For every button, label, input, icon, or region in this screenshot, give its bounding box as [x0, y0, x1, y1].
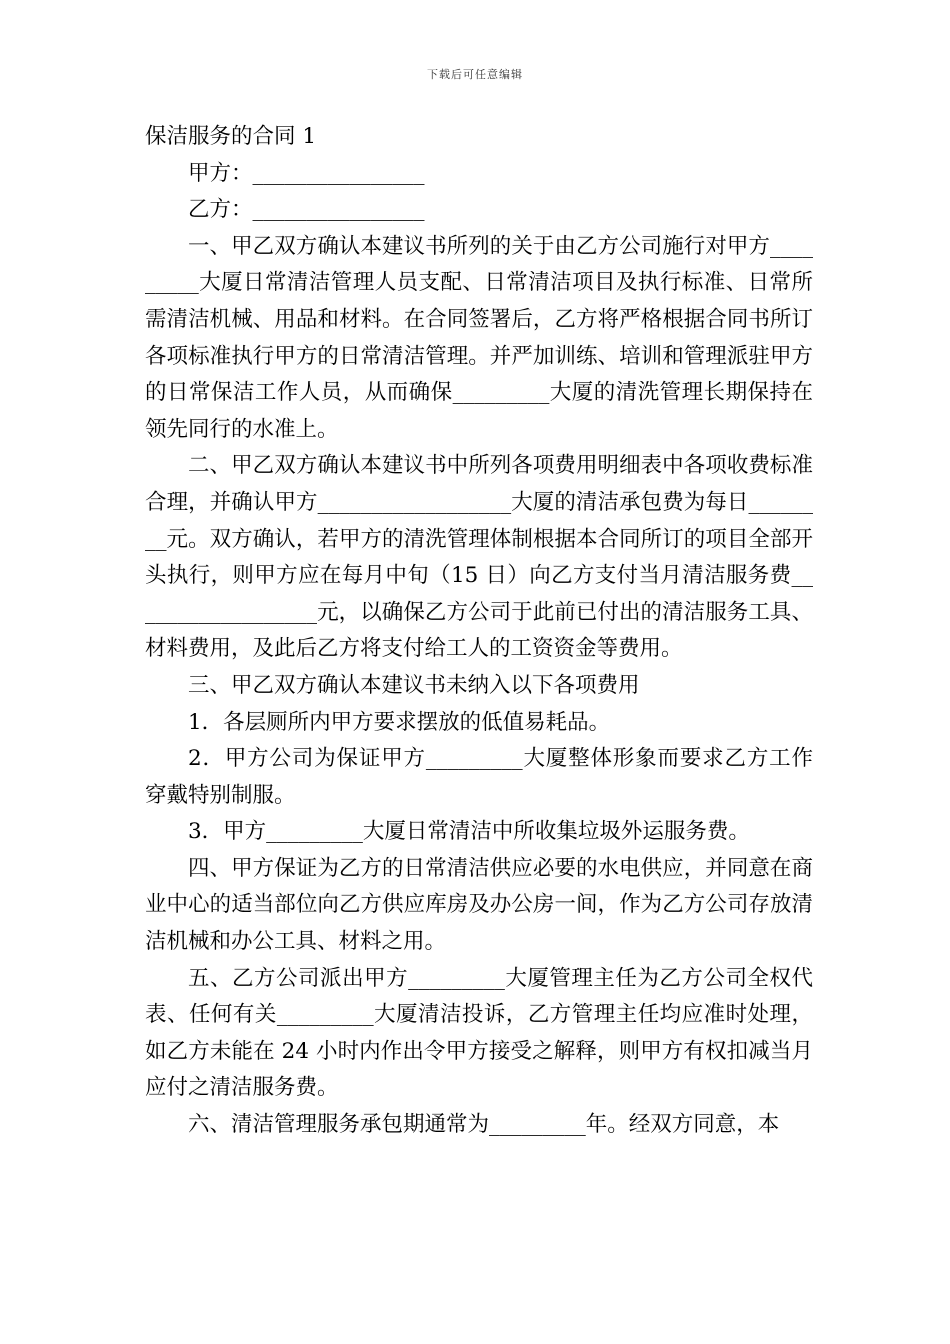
clause-3-item-2: 2．甲方公司为保证甲方_________大厦整体形象而要求乙方工作穿戴特别制服。	[145, 746, 813, 808]
clause-6: 六、清洁管理服务承包期通常为_________年。经双方同意，本	[188, 1112, 780, 1138]
clause-4: 四、甲方保证为乙方的日常清洁供应必要的水电供应，并同意在商业中心的适当部位向乙方供应库房及办公房一间，作为乙方公司存放清洁机械和办公工具、材料之用。	[145, 855, 813, 955]
clause-1: 一、甲乙双方确认本建议书所列的关于由乙方公司施行对甲方_________大厦日常清洁管理人员支配、日常清洁项目及执行标准、日常所需清洁机械、用品和材料。在合同签署后，乙方将严格根据合同书所订各项标准执行甲方的日常清洁管理。并严加训练、培训和管理派驻甲方的日常保洁工作人员，从而确保_________大厦的清洗管理长期保持在领先同行的水准上。	[145, 233, 813, 442]
clause-3-item-3: 3．甲方_________大厦日常清洁中所收集垃圾外运服务费。	[188, 819, 750, 845]
party-a-line: 甲方：________________	[188, 160, 425, 186]
clause-3-item-1: 1．各层厕所内甲方要求摆放的低值易耗品。	[188, 709, 611, 735]
clause-5: 五、乙方公司派出甲方_________大厦管理主任为乙方公司全权代表、任何有关_________大厦清洁投诉，乙方管理主任均应准时处理，如乙方未能在 24 小时内作出令甲方接受之解释，则甲方有权扣减当月应付之清洁服务费。	[145, 965, 813, 1101]
clause-2: 二、甲乙双方确认本建议书中所列各项费用明细表中各项收费标准合理，并确认甲方__________________大厦的清洁承包费为每日________元。双方确认，若甲方的清洗管理体制根据本合同所订的项目全部开头执行，则甲方应在每月中旬（15 日）向乙方支付当月清洁服务费__________________元，以确保乙方公司于此前已付出的清洁服务工具、材料费用，及此后乙方将支付给工人的工资资金等费用。	[145, 453, 813, 662]
clause-3: 三、甲乙双方确认本建议书未纳入以下各项费用	[188, 672, 640, 698]
document-title: 保洁服务的合同 1	[145, 124, 317, 149]
document-body	[145, 119, 813, 1144]
header-note: 下载后可任意编辑	[427, 68, 523, 81]
party-b-line: 乙方：________________	[188, 197, 425, 223]
